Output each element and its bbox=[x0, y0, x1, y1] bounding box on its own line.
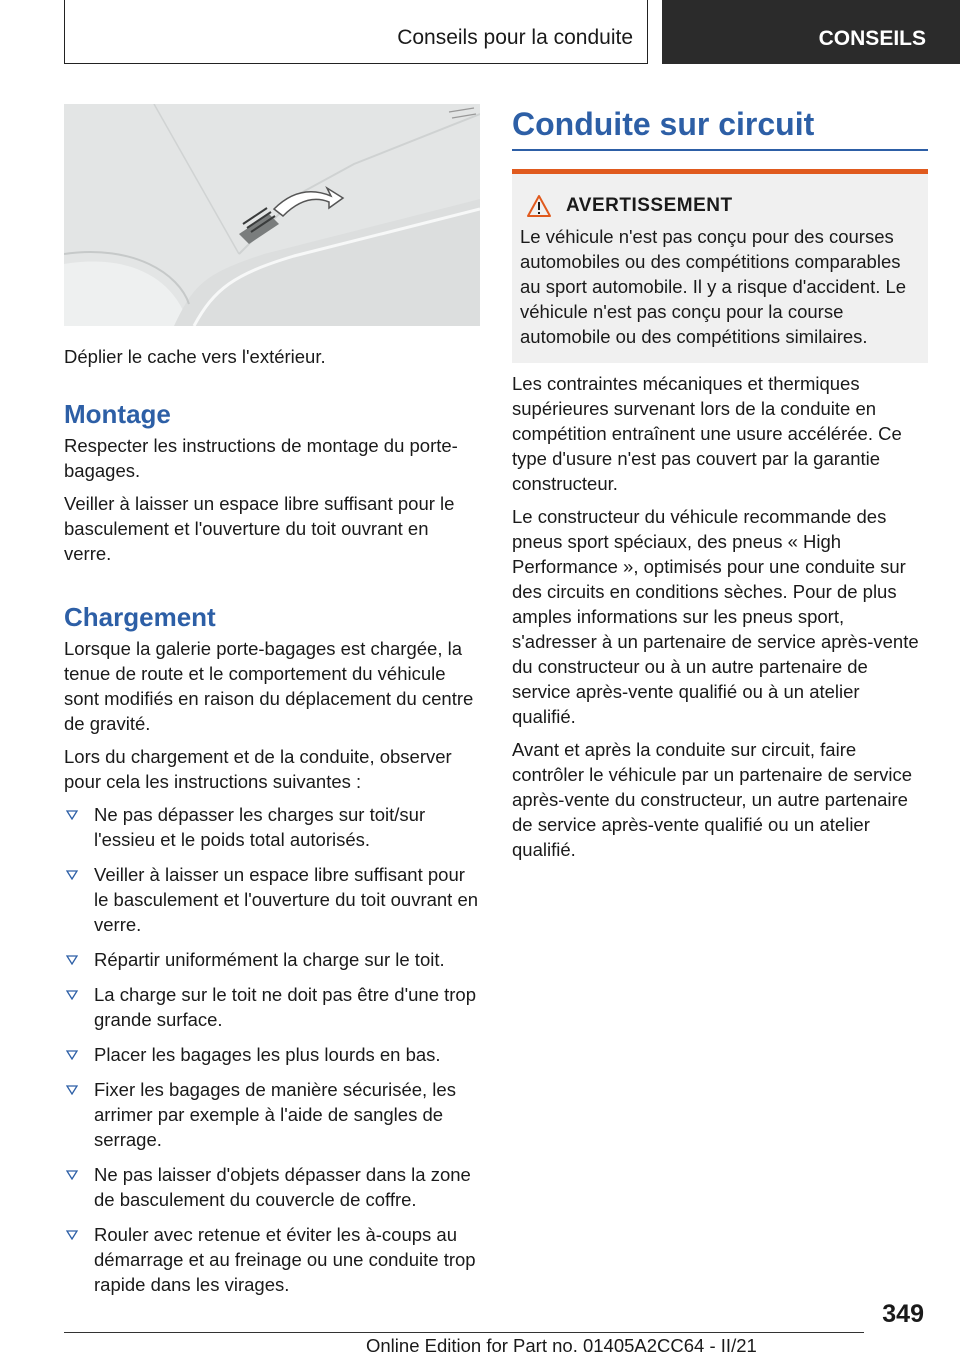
header-section-title: Conseils pour la conduite bbox=[397, 26, 633, 49]
list-item bbox=[64, 862, 480, 937]
header-chapter-tab: CONSEILS bbox=[662, 0, 960, 64]
list-item bbox=[64, 1222, 480, 1297]
heading-rule bbox=[512, 149, 928, 151]
list-item bbox=[64, 1077, 480, 1152]
page-number: 349 bbox=[882, 1300, 924, 1328]
montage-paragraph-1: Respecter les instructions de montage du porte-bagages. bbox=[64, 435, 458, 481]
bullet-text: La charge sur le toit ne doit pas être d'une trop grande surface. bbox=[94, 984, 476, 1030]
circuit-paragraph-2: Le constructeur du véhicule recommande des pneus sport spéciaux, des pneus « High Performance », optimisés pour une conduite sur des circuits en conditions sèches. Pour de plus amples informations sur les pneus sport, s'adresser à un partenaire de service après-vente du constructeur ou à un autre partenaire de service après-vente qualifié ou à un atelier qualifié. bbox=[512, 506, 919, 727]
list-item bbox=[64, 947, 480, 972]
triangle-bullet-icon bbox=[66, 810, 78, 820]
bullet-text: Placer les bagages les plus lourds en bas. bbox=[94, 1044, 441, 1065]
figure-caption: Déplier le cache vers l'extérieur. bbox=[64, 346, 326, 367]
warning-header bbox=[520, 194, 920, 218]
triangle-bullet-icon bbox=[66, 1050, 78, 1060]
bullet-text: Ne pas dépasser les charges sur toit/sur l'essieu et le poids total autorisés. bbox=[94, 804, 426, 850]
warning-title: AVERTISSEMENT bbox=[566, 195, 733, 216]
chargement-paragraph-1: Lorsque la galerie porte-bagages est chargée, la tenue de route et le comportement du véhicule sont modifiés en raison du déplacement du centre de gravité. bbox=[64, 638, 474, 734]
list-item bbox=[64, 1162, 480, 1212]
triangle-bullet-icon bbox=[66, 1230, 78, 1240]
circuit-paragraph-1: Les contraintes mécaniques et thermiques supérieures survenant lors de la conduite en compétition entraînent une usure accélérée. Ce type d'usure n'est pas couvert par la garantie constructeur. bbox=[512, 373, 902, 494]
bullet-text: Fixer les bagages de manière sécurisée, les arrimer par exemple à l'aide de sangles de serrage. bbox=[94, 1079, 456, 1150]
triangle-bullet-icon bbox=[66, 1170, 78, 1180]
bullet-text: Ne pas laisser d'objets dépasser dans la zone de basculement du couvercle de coffre. bbox=[94, 1164, 471, 1210]
montage-paragraph-2: Veiller à laisser un espace libre suffisant pour le basculement et l'ouverture du toit ouvrant en verre. bbox=[64, 493, 455, 564]
edition-note: Online Edition for Part no. 01405A2CC64 - II/21 bbox=[366, 1335, 757, 1356]
left-column bbox=[64, 104, 480, 1307]
circuit-body bbox=[512, 371, 928, 862]
bullet-text: Répartir uniformément la charge sur le toit. bbox=[94, 949, 445, 970]
chargement-bullet-list bbox=[64, 802, 480, 1297]
bullet-text: Veiller à laisser un espace libre suffisant pour le basculement et l'ouverture du toit ouvrant en verre. bbox=[94, 864, 479, 935]
list-item bbox=[64, 982, 480, 1032]
triangle-bullet-icon bbox=[66, 955, 78, 965]
list-item bbox=[64, 802, 480, 852]
warning-text: Le véhicule n'est pas conçu pour des courses automobiles ou des compétitions comparables au sport automobile. Il y a risque d'accident. Le véhicule n'est pas conçu pour la course automobile ou des compétitions similaires. bbox=[520, 226, 907, 347]
warning-box bbox=[512, 169, 928, 363]
triangle-bullet-icon bbox=[66, 1085, 78, 1095]
chargement-heading: Chargement bbox=[64, 602, 216, 632]
montage-heading: Montage bbox=[64, 399, 171, 429]
circuit-heading: Conduite sur circuit bbox=[512, 106, 815, 142]
roof-cover-illustration bbox=[64, 104, 480, 326]
roof-illustration-svg bbox=[64, 104, 480, 326]
footer-rule bbox=[64, 1332, 864, 1333]
right-column bbox=[512, 104, 928, 870]
circuit-paragraph-3: Avant et après la conduite sur circuit, faire contrôler le véhicule par un partenaire de service après-vente du constructeur, un autre partenaire de service après-vente qualifié ou un atelier qualifié. bbox=[512, 739, 913, 860]
header-section-box bbox=[64, 0, 648, 64]
warning-triangle-icon bbox=[526, 194, 552, 218]
list-item bbox=[64, 1042, 480, 1067]
page-header bbox=[0, 0, 960, 66]
chargement-paragraph-2: Lors du chargement et de la conduite, observer pour cela les instructions suivantes : bbox=[64, 746, 452, 792]
bullet-text: Rouler avec retenue et éviter les à-coups au démarrage et au freinage ou une conduite trop rapide dans les virages. bbox=[94, 1224, 476, 1295]
triangle-bullet-icon bbox=[66, 870, 78, 880]
triangle-bullet-icon bbox=[66, 990, 78, 1000]
